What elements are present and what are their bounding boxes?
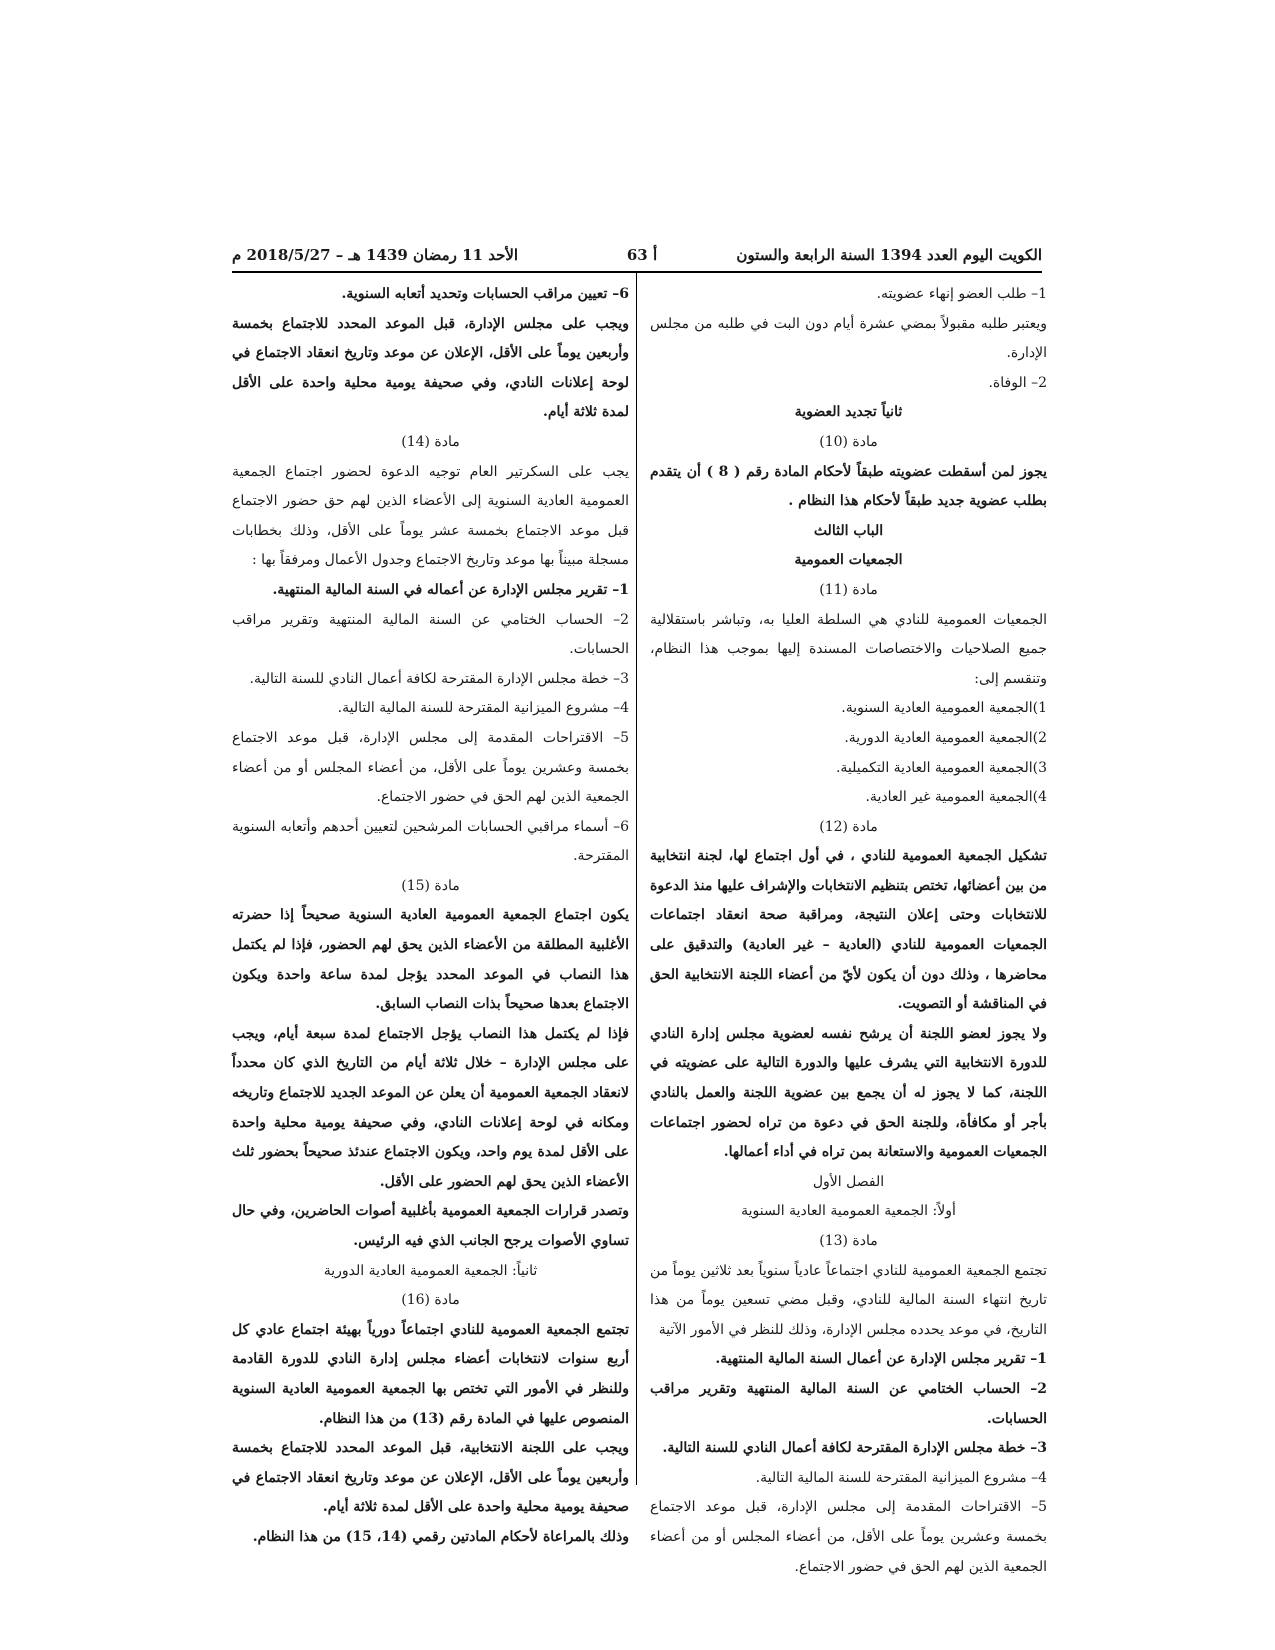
- paragraph: ويجب على اللجنة الانتخابية، قبل الموعد المحدد للاجتماع بخمسة وأربعين يوماً على الأقل، الإعلان عن موعد وتاريخ انعقاد الاجتماع في صحيفة يومية محلية واحدة على الأقل لمدة ثلاثة أيام.: [232, 1440, 629, 1516]
- list-item: 3– خطة مجلس الإدارة المقترحة لكافة أعمال النادي للسنة التالية.: [249, 670, 629, 687]
- chapter-title: الجمعيات العمومية: [794, 552, 903, 569]
- paragraph: ولا يجوز لعضو اللجنة أن يرشح نفسه لعضوية مجلس إدارة النادي للدورة الانتخابية التي يشرف عليها والدورة التالية على عضويته في اللجنة، كما لا يجوز له أن يجمع بين عضوية اللجنة والعمل بالنادي بأجر أو مكافأة، وللجنة الحق في دعوة من تراه لحضور اجتماعات الجمعيات العمومية والاستعانة بمن تراه في أداء أعمالها.: [650, 1025, 1047, 1161]
- left-column: [232, 280, 629, 1545]
- header-publication: الكويت اليوم العدد 1394 السنة الرابعة والستون: [736, 246, 1042, 264]
- right-column: [650, 280, 1047, 1575]
- article-heading: مادة (16): [401, 1292, 460, 1309]
- section-heading: ثانياً: الجمعية العمومية العادية الدورية: [323, 1262, 538, 1279]
- paragraph: وتصدر قرارات الجمعية العمومية بأغلبية أصوات الحاضرين، وفي حال تساوي الأصوات يرجح الجانب الذي فيه الرئيس.: [232, 1203, 629, 1249]
- list-item: 1– تقرير مجلس الإدارة عن أعمال السنة المالية المنتهية.: [715, 1351, 1047, 1368]
- list-item: 6– أسماء مراقبي الحسابات المرشحين لتعيين أحدهم وأتعابه السنوية المقترحة.: [232, 818, 629, 865]
- list-item: 1– تقرير مجلس الإدارة عن أعماله في السنة المالية المنتهية.: [272, 581, 629, 598]
- paragraph: 1– طلب العضو إنهاء عضويته.: [876, 286, 1047, 302]
- paragraph: تجتمع الجمعية العمومية للنادي اجتماعاً عادياً سنوياً بعد ثلاثين يوماً من تاريخ انتهاء السنة المالية للنادي، وقبل مضي تسعين يوماً من هذا التاريخ، في موعد يحدده مجلس الإدارة، وذلك للنظر في الأمور الآتية: [650, 1262, 1047, 1338]
- section-heading: أولاً: الجمعية العمومية العادية السنوية: [741, 1203, 956, 1220]
- page-header: [232, 238, 1042, 270]
- list-item: 4– مشروع الميزانية المقترحة للسنة المالية التالية.: [755, 1469, 1047, 1486]
- paragraph: فإذا لم يكتمل هذا النصاب يؤجل الاجتماع لمدة سبعة أيام، ويجب على مجلس الإدارة – خلال ثلاثة أيام من التاريخ الذي كان محدداً لانعقاد الجمعية العمومية أن يعلن عن الموعد الجديد للاجتماع وتاريخه ومكانه في لوحة إعلانات النادي، وفي صحيفة يومية محلية واحدة على الأقل لمدة يوم واحد، ويكون الاجتماع عندئذ صحيحاً بحضور ثلث الأعضاء الذين يحق لهم الحضور على الأقل.: [232, 1025, 629, 1190]
- paragraph: وذلك بالمراعاة لأحكام المادتين رقمي (14، 15) من هذا النظام.: [252, 1528, 629, 1545]
- header-rule: [232, 271, 1042, 273]
- list-item: 4– مشروع الميزانية المقترحة للسنة المالية التالية.: [337, 700, 629, 717]
- paragraph: 2– الوفاة.: [988, 374, 1047, 391]
- article-heading: مادة (11): [819, 581, 878, 598]
- paragraph: الجمعيات العمومية للنادي هي السلطة العليا به، وتباشر باستقلالية جميع الصلاحيات والاختصاصات المسندة إليها بموجب هذا النظام، وتنقسم إلى:: [650, 611, 1047, 687]
- article-heading: مادة (13): [819, 1233, 878, 1249]
- section-heading: ثانياً تجديد العضوية: [794, 404, 903, 421]
- list-item: 6– تعيين مراقب الحسابات وتحديد أتعابه السنوية.: [341, 286, 629, 302]
- paragraph: ويعتبر طلبه مقبولاً بمضي عشرة أيام دون البت في طلبه من مجلس الإدارة.: [650, 315, 1047, 362]
- article-heading: مادة (14): [401, 433, 460, 450]
- paragraph: يجب على السكرتير العام توجيه الدعوة لحضور اجتماع الجمعية العمومية العادية السنوية إلى الأعضاء الذين لهم حق حضور الاجتماع قبل موعد الاجتماع بخمسة عشر يوماً على الأقل، وذلك بخطابات مسجلة مبيناً بها موعد وتاريخ الاجتماع وجدول الأعمال ومرفقاً بها :: [232, 463, 629, 569]
- header-date: الأحد 11 رمضان 1439 هـ – 2018/5/27 م: [232, 246, 519, 264]
- list-item: 5– الاقتراحات المقدمة إلى مجلس الإدارة، قبل موعد الاجتماع بخمسة وعشرين يوماً على الأقل، من أعضاء المجلس أو من أعضاء الجمعية الذين لهم الحق في حضور الاجتماع.: [232, 729, 629, 806]
- list-item: 4)الجمعية العمومية غير العادية.: [865, 789, 1047, 806]
- article-heading: مادة (12): [819, 818, 878, 835]
- article-heading: مادة (15): [401, 877, 460, 894]
- paragraph: يجوز لمن أسقطت عضويته طبقاً لأحكام المادة رقم ( 8 ) أن يتقدم بطلب عضوية جديد طبقاً لأحكام هذا النظام .: [650, 463, 1047, 510]
- section-heading: الفصل الأول: [812, 1173, 885, 1190]
- header-page-number: أ 63: [626, 246, 658, 264]
- paragraph: يكون اجتماع الجمعية العمومية العادية السنوية صحيحاً إذا حضرته الأغلبية المطلقة من الأعضاء الذين يحق لهم الحضور، فإذا لم يكتمل هذا النصاب في الموعد المحدد يؤجل لمدة ساعة واحدة ويكون الاجتماع بعدها صحيحاً بذات النصاب السابق.: [232, 907, 629, 1013]
- list-item: 3– خطة مجلس الإدارة المقترحة لكافة أعمال النادي للسنة التالية.: [662, 1440, 1047, 1457]
- list-item: 2– الحساب الختامي عن السنة المالية المنتهية وتقرير مراقب الحسابات.: [232, 611, 629, 658]
- list-item: 1)الجمعية العمومية العادية السنوية.: [841, 700, 1047, 717]
- list-item: 2– الحساب الختامي عن السنة المالية المنتهية وتقرير مراقب الحسابات.: [650, 1380, 1047, 1427]
- article-heading: مادة (10): [819, 433, 878, 450]
- paragraph: ويجب على مجلس الإدارة، قبل الموعد المحدد للاجتماع بخمسة وأربعين يوماً على الأقل، الإعلان عن موعد وتاريخ انعقاد الاجتماع في لوحة إعلانات النادي، وفي صحيفة يومية محلية واحدة على الأقل لمدة ثلاثة أيام.: [232, 315, 629, 421]
- column-divider: [636, 273, 637, 1485]
- paragraph: تشكيل الجمعية العمومية للنادي ، في أول اجتماع لها، لجنة انتخابية من بين أعضائها، تختص بتنظيم الانتخابات والإشراف عليها منذ الدعوة للانتخابات وحتى إعلان النتيجة، ومراقبة صحة انعقاد اجتماعات الجمعيات العمومية للنادي (العادية – غير العادية) والتدقيق على محاضرها ، وذلك دون أن يكون لأيّ من أعضاء اللجنة الانتخابية الحق في المناقشة أو التصويت.: [650, 848, 1047, 1013]
- list-item: 3)الجمعية العمومية العادية التكميلية.: [835, 759, 1047, 776]
- chapter-heading: الباب الثالث: [813, 522, 884, 539]
- list-item: 5– الاقتراحات المقدمة إلى مجلس الإدارة، قبل موعد الاجتماع بخمسة وعشرين يوماً على الأقل، من أعضاء المجلس أو من أعضاء الجمعية الذين لهم الحق في حضور الاجتماع.: [650, 1499, 1047, 1575]
- paragraph: تجتمع الجمعية العمومية للنادي اجتماعاً دورياً بهيئة اجتماع عادي كل أربع سنوات لانتخابات أعضاء مجلس إدارة النادي للدورة القادمة وللنظر في الأمور التي تختص بها الجمعية العمومية العادية السنوية المنصوص عليها في المادة رقم (13) من هذا النظام.: [232, 1321, 629, 1427]
- list-item: 2)الجمعية العمومية العادية الدورية.: [844, 729, 1047, 746]
